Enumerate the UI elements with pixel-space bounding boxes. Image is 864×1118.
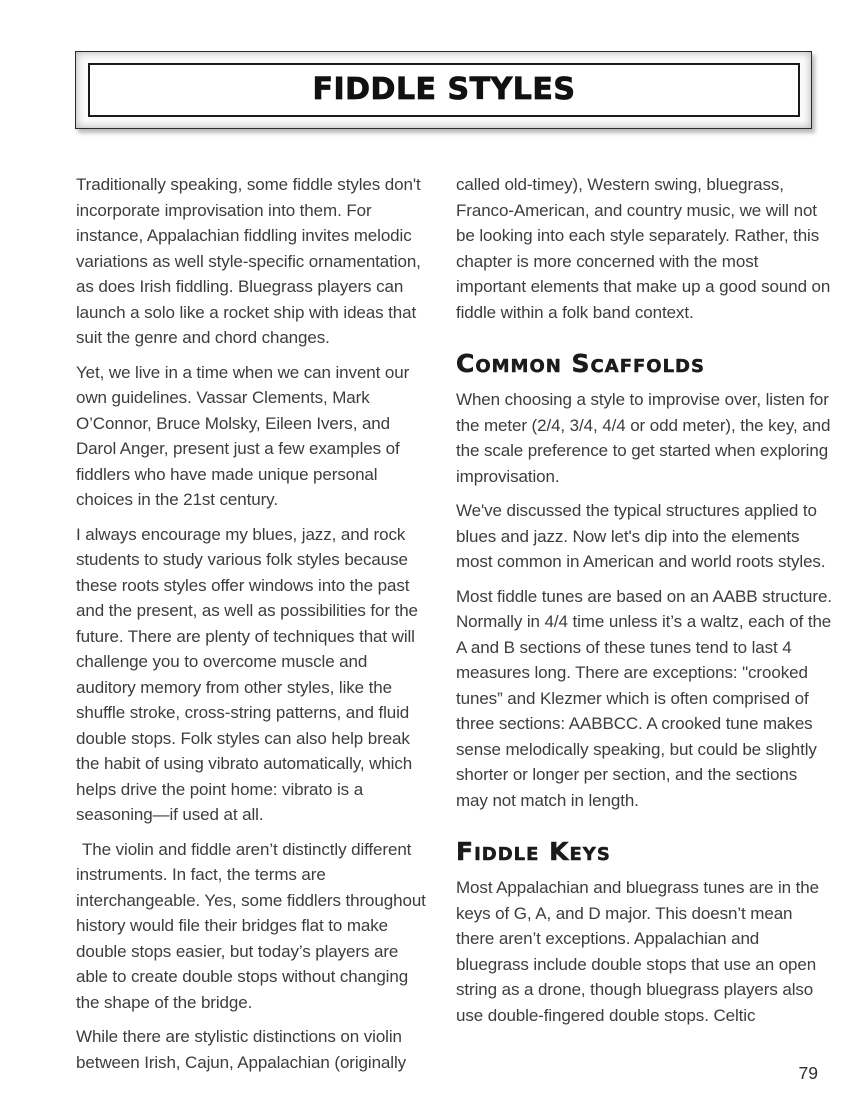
paragraph: Yet, we live in a time when we can invent our own guidelines. Vassar Clements, Mark O’Connor, Bruce Molsky, Eileen Ivers, and Darol Anger, present just a few examples of fiddlers who have made unique personal choices in the 21st century. xyxy=(76,362,410,509)
paragraph: I always encourage my blues, jazz, and rock students to study various folk styles because these roots styles offer windows into the past and the present, as well as possibilities for the future. There are plenty of techniques that will challenge you to overcome muscle and auditory memory from other styles, like the shuffle stroke, cross-string patterns, and fluid double stops. Folk styles can also help break the habit of using vibrato automatically, which helps drive the point home: vibrato is a seasoning—if used at all. xyxy=(76,524,418,824)
paragraph: Most Appalachian and bluegrass tunes are in the keys of G, A, and D major. This doesn’t mean there aren’t exceptions. Appalachian and bluegrass include double stops that use an open string as a drone, though bluegrass players also use double-fingered double stops. Celtic xyxy=(456,878,819,1025)
title-box xyxy=(75,51,812,129)
page-title: FIDDLE STYLES xyxy=(312,72,576,107)
right-column xyxy=(456,172,832,1084)
paragraph: When choosing a style to improvise over, listen for the meter (2/4, 3/4, 4/4 or odd meter), the key, and the scale preference to get started when exploring improvisation. xyxy=(456,390,831,486)
paragraph: The violin and fiddle aren’t distinctly different instruments. In fact, the terms are interchangeable. Yes, some fiddlers throughout history would file their bridges flat to make double stops easier, but today’s players are able to create double stops without changing the shape of the bridge. xyxy=(76,839,426,1012)
text-columns xyxy=(76,172,832,1084)
left-column xyxy=(76,172,431,1084)
paragraph: called old-timey), Western swing, bluegrass, Franco-American, and country music, we will not be looking into each style separately. Rather, this chapter is more concerned with the most important elements that make up a good sound on fiddle within a folk band context. xyxy=(456,175,831,322)
section-heading-fiddle-keys: Fiddle Keys xyxy=(456,837,611,866)
paragraph: While there are stylistic distinctions on violin between Irish, Cajun, Appalachian (originally xyxy=(76,1027,407,1072)
title-box-inner-frame xyxy=(88,63,800,117)
paragraph: Traditionally speaking, some fiddle styles don't incorporate improvisation into them. For instance, Appalachian fiddling invites melodic variations as well style-specific ornamentation, as does Irish fiddling. Bluegrass players can launch a solo like a rocket ship with ideas that suit the genre and chord changes. xyxy=(76,175,421,347)
paragraph: We've discussed the typical structures applied to blues and jazz. Now let's dip into the elements most common in American and world roots styles. xyxy=(456,501,826,571)
page-number: 79 xyxy=(798,1063,818,1083)
section-heading-common-scaffolds: Common Scaffolds xyxy=(456,349,705,378)
paragraph: Most fiddle tunes are based on an AABB structure. Normally in 4/4 time unless it’s a waltz, each of the A and B sections of these tunes tend to last 4 measures long. There are exceptions: "crooked tunes” and Klezmer which is often comprised of three sections: AABBCC. A crooked tune makes sense melodically speaking, but could be slightly shorter or longer per section, and the sections may not match in length. xyxy=(456,586,832,810)
